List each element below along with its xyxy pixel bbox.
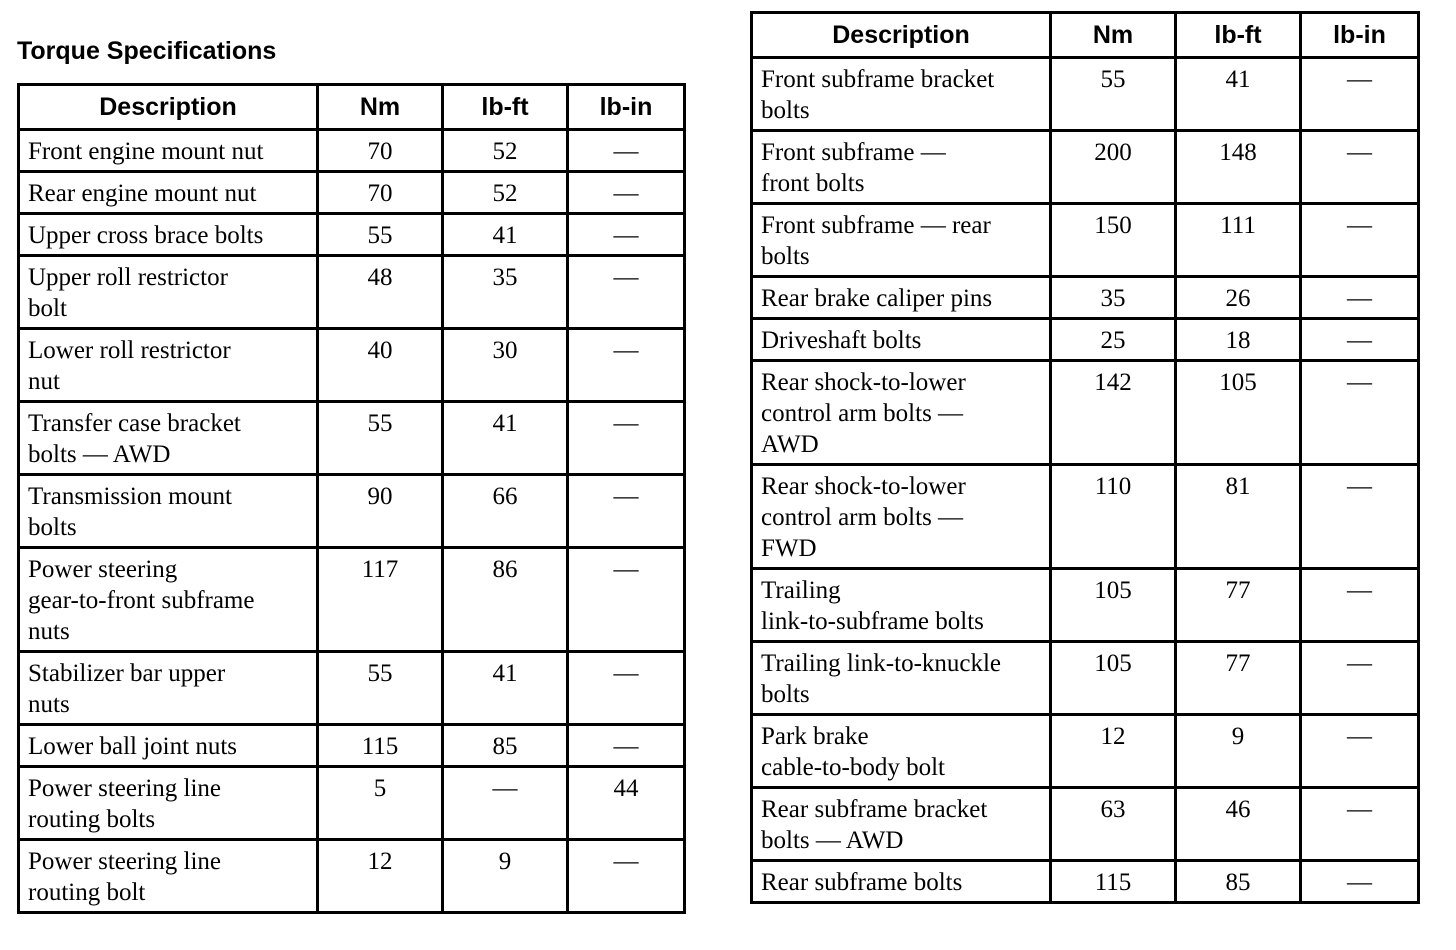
description-line: AWD — [761, 431, 819, 458]
header-description: Description — [752, 13, 1051, 58]
row-nm-value: 12 — [1051, 715, 1176, 788]
row-nm-value: 55 — [1051, 58, 1176, 131]
row-lb-in-value: — — [1301, 861, 1419, 903]
description-line: cable-to-body bolt — [761, 754, 945, 781]
row-lb-in-value: — — [1301, 58, 1419, 131]
row-lb-ft-value: 81 — [1176, 465, 1301, 569]
row-lb-in-value: — — [568, 725, 685, 767]
row-nm-value: 55 — [318, 402, 443, 475]
header-lb-ft: lb-ft — [1176, 13, 1301, 58]
description-line: Front subframe — — [761, 139, 946, 166]
row-lb-in-value: — — [568, 402, 685, 475]
row-lb-ft-value: 18 — [1176, 319, 1301, 361]
row-nm-value: 150 — [1051, 204, 1176, 277]
description-line: bolts — AWD — [761, 827, 904, 854]
row-description — [752, 861, 1051, 903]
description-line: Power steering line — [28, 775, 222, 802]
row-description — [19, 214, 318, 256]
row-nm-value: 40 — [318, 329, 443, 402]
row-nm-value: 142 — [1051, 361, 1176, 465]
row-lb-in-value: — — [568, 130, 685, 172]
table-row — [752, 361, 1419, 465]
row-description — [752, 569, 1051, 642]
description-line: control arm bolts — — [761, 400, 964, 427]
table-row — [752, 58, 1419, 131]
row-description — [19, 256, 318, 329]
description-line: bolts — [761, 97, 810, 124]
description-line: nut — [28, 368, 60, 395]
row-description — [19, 767, 318, 840]
description-line: routing bolts — [28, 806, 156, 833]
row-nm-value: 55 — [318, 652, 443, 725]
row-lb-ft-value: 41 — [443, 214, 568, 256]
table-row — [19, 725, 685, 767]
row-lb-ft-value: 26 — [1176, 277, 1301, 319]
table-header-row — [752, 13, 1419, 58]
description-line: bolts — [761, 681, 810, 708]
row-lb-in-value: — — [1301, 319, 1419, 361]
table-row — [19, 548, 685, 652]
row-lb-in-value: — — [1301, 204, 1419, 277]
row-description — [752, 642, 1051, 715]
table-header-row — [19, 85, 685, 130]
row-lb-ft-value: — — [443, 767, 568, 840]
row-lb-in-value: — — [1301, 788, 1419, 861]
row-lb-ft-value: 77 — [1176, 642, 1301, 715]
description-line: nuts — [28, 691, 70, 718]
row-lb-ft-value: 41 — [443, 652, 568, 725]
table-row — [19, 475, 685, 548]
row-nm-value: 115 — [1051, 861, 1176, 903]
table-row — [19, 256, 685, 329]
description-line: Rear subframe bracket — [761, 796, 988, 823]
row-nm-value: 5 — [318, 767, 443, 840]
header-lb-ft: lb-ft — [443, 85, 568, 130]
row-lb-in-value: — — [1301, 465, 1419, 569]
row-description — [19, 840, 318, 913]
row-lb-in-value: — — [568, 256, 685, 329]
row-lb-in-value: — — [1301, 131, 1419, 204]
table-row — [19, 840, 685, 913]
description-line: Rear shock-to-lower — [761, 369, 966, 396]
description-line: bolts — [761, 243, 810, 270]
row-lb-ft-value: 9 — [443, 840, 568, 913]
row-lb-ft-value: 66 — [443, 475, 568, 548]
description-line: Driveshaft bolts — [761, 327, 922, 354]
row-lb-ft-value: 85 — [1176, 861, 1301, 903]
row-nm-value: 110 — [1051, 465, 1176, 569]
description-line: Lower ball joint nuts — [28, 733, 237, 760]
row-nm-value: 105 — [1051, 642, 1176, 715]
row-description — [752, 715, 1051, 788]
row-lb-in-value: — — [1301, 715, 1419, 788]
table-row — [752, 861, 1419, 903]
row-nm-value: 117 — [318, 548, 443, 652]
table-row — [752, 569, 1419, 642]
row-lb-in-value: — — [1301, 361, 1419, 465]
description-line: Transmission mount — [28, 483, 232, 510]
row-nm-value: 25 — [1051, 319, 1176, 361]
description-line: bolts — [28, 514, 77, 541]
table-row — [752, 788, 1419, 861]
table-row — [752, 319, 1419, 361]
row-description — [19, 402, 318, 475]
row-lb-in-value: — — [568, 172, 685, 214]
row-lb-ft-value: 52 — [443, 172, 568, 214]
row-lb-in-value: — — [1301, 277, 1419, 319]
row-lb-ft-value: 52 — [443, 130, 568, 172]
description-line: Front subframe — rear — [761, 212, 991, 239]
row-lb-in-value: — — [568, 214, 685, 256]
row-lb-ft-value: 9 — [1176, 715, 1301, 788]
table-row — [19, 767, 685, 840]
row-description — [752, 788, 1051, 861]
row-nm-value: 35 — [1051, 277, 1176, 319]
row-description — [19, 329, 318, 402]
row-lb-in-value: 44 — [568, 767, 685, 840]
table-row — [19, 172, 685, 214]
description-line: Transfer case bracket — [28, 410, 241, 437]
row-lb-ft-value: 85 — [443, 725, 568, 767]
description-line: bolt — [28, 295, 67, 322]
table-row — [19, 402, 685, 475]
row-lb-ft-value: 41 — [443, 402, 568, 475]
row-description — [19, 725, 318, 767]
row-nm-value: 12 — [318, 840, 443, 913]
row-lb-in-value: — — [1301, 642, 1419, 715]
table-row — [19, 214, 685, 256]
description-line: link-to-subframe bolts — [761, 608, 984, 635]
table-row — [752, 465, 1419, 569]
row-description — [19, 652, 318, 725]
row-nm-value: 105 — [1051, 569, 1176, 642]
row-description — [752, 277, 1051, 319]
table-row — [752, 131, 1419, 204]
description-line: Power steering — [28, 556, 178, 583]
header-lb-in: lb-in — [568, 85, 685, 130]
row-description — [752, 58, 1051, 131]
row-lb-in-value: — — [568, 475, 685, 548]
description-line: Front engine mount nut — [28, 138, 264, 165]
row-description — [19, 172, 318, 214]
description-line: Power steering line — [28, 848, 222, 875]
row-description — [752, 204, 1051, 277]
row-lb-ft-value: 41 — [1176, 58, 1301, 131]
row-nm-value: 115 — [318, 725, 443, 767]
table-row — [19, 652, 685, 725]
description-line: FWD — [761, 535, 817, 562]
description-line: Rear subframe bolts — [761, 869, 963, 896]
row-description — [752, 465, 1051, 569]
row-description — [19, 548, 318, 652]
description-line: Trailing — [761, 577, 841, 604]
row-lb-ft-value: 30 — [443, 329, 568, 402]
header-nm: Nm — [318, 85, 443, 130]
row-lb-ft-value: 46 — [1176, 788, 1301, 861]
row-nm-value: 63 — [1051, 788, 1176, 861]
description-line: Front subframe bracket — [761, 66, 995, 93]
row-lb-ft-value: 35 — [443, 256, 568, 329]
table-row — [752, 204, 1419, 277]
table-row — [19, 329, 685, 402]
row-lb-in-value: — — [568, 652, 685, 725]
description-line: Stabilizer bar upper — [28, 660, 226, 687]
row-lb-ft-value: 105 — [1176, 361, 1301, 465]
torque-table-left — [17, 83, 686, 914]
description-line: nuts — [28, 618, 70, 645]
row-lb-in-value: — — [1301, 569, 1419, 642]
header-nm: Nm — [1051, 13, 1176, 58]
row-nm-value: 70 — [318, 130, 443, 172]
row-description — [752, 131, 1051, 204]
table-row — [19, 130, 685, 172]
header-lb-in: lb-in — [1301, 13, 1419, 58]
row-lb-in-value: — — [568, 548, 685, 652]
table-row — [752, 277, 1419, 319]
description-line: Rear shock-to-lower — [761, 473, 966, 500]
description-line: Upper roll restrictor — [28, 264, 228, 291]
row-description — [752, 319, 1051, 361]
row-nm-value: 55 — [318, 214, 443, 256]
row-description — [19, 130, 318, 172]
description-line: Rear engine mount nut — [28, 180, 257, 207]
description-line: front bolts — [761, 170, 865, 197]
description-line: bolts — AWD — [28, 441, 171, 468]
row-lb-ft-value: 148 — [1176, 131, 1301, 204]
description-line: Lower roll restrictor — [28, 337, 231, 364]
description-line: routing bolt — [28, 879, 146, 906]
row-lb-in-value: — — [568, 840, 685, 913]
row-nm-value: 200 — [1051, 131, 1176, 204]
description-line: Park brake — [761, 723, 869, 750]
row-nm-value: 48 — [318, 256, 443, 329]
description-line: control arm bolts — — [761, 504, 964, 531]
row-description — [19, 475, 318, 548]
table-row — [752, 642, 1419, 715]
row-lb-in-value: — — [568, 329, 685, 402]
description-line: Rear brake caliper pins — [761, 285, 993, 312]
row-lb-ft-value: 86 — [443, 548, 568, 652]
header-description: Description — [19, 85, 318, 130]
description-line: Upper cross brace bolts — [28, 222, 264, 249]
row-description — [752, 361, 1051, 465]
torque-table-right — [750, 11, 1420, 904]
row-lb-ft-value: 77 — [1176, 569, 1301, 642]
description-line: Trailing link-to-knuckle — [761, 650, 1002, 677]
page-title: Torque Specifications — [17, 37, 277, 65]
table-row — [752, 715, 1419, 788]
row-nm-value: 90 — [318, 475, 443, 548]
row-nm-value: 70 — [318, 172, 443, 214]
description-line: gear-to-front subframe — [28, 587, 255, 614]
row-lb-ft-value: 111 — [1176, 204, 1301, 277]
